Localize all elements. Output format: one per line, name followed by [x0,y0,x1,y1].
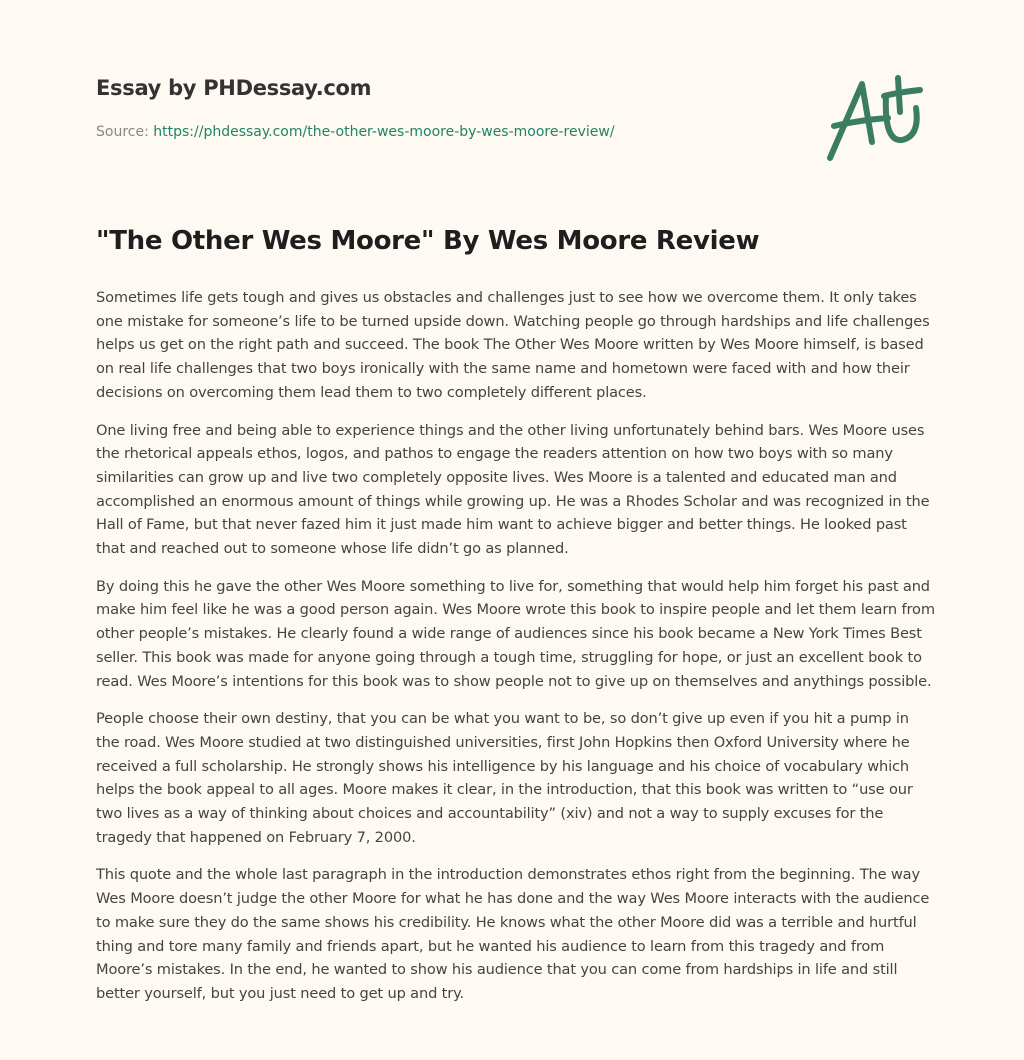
source-line [96,124,615,140]
paragraph: People choose their own destiny, that you can be what you want to be, so don’t give up even if you hit a pump in the road. Wes Moore studied at two distinguished universities, first John Hopkins then Oxford University where he received a full scholarship. He strongly shows his intelligence by his language and his choice of vocabulary which helps the book appeal to all ages. Moore makes it clear, in the introduction, that this book was written to “use our two lives as a way of thinking about choices and accountability” (xiv) and not a way to supply excuses for the tragedy that happened on February 7, 2000. [96,710,913,846]
a-plus-logo-icon [820,62,935,172]
source-label: Source: [96,124,149,140]
paragraph: This quote and the whole last paragraph in the introduction demonstrates ethos right from the beginning. The way Wes Moore doesn’t judge the other Moore for what he has done and the way Wes Moore interacts with the audience to make sure they do the same shows his credibility. He knows what the other Moore did was a terrible and hurtful thing and tore many family and friends apart, but he wanted his audience to learn from this tragedy and from Moore’s mistakes. In the end, he wanted to show his audience that you can come from hardships in life and still better yourself, but you just need to get up and try. [96,866,930,1002]
essay-title: "The Other Wes Moore" By Wes Moore Review [96,226,760,256]
paragraph: By doing this he gave the other Wes Moore something to live for, something that would help him forget his past and make him feel like he was a good person again. Wes Moore wrote this book to inspire people and let them learn from other people’s mistakes. He clearly found a wide range of audiences since his book became a New York Times Best seller. This book was made for anyone going through a tough time, struggling for hope, or just an excellent book to read. Wes Moore’s intentions for this book was to show people not to give up on themselves and anythings possible. [96,577,935,690]
paragraph: One living free and being able to experience things and the other living unfortunately behind bars. Wes Moore uses the rhetorical appeals ethos, logos, and pathos to engage the readers attention on how two boys with so many similarities can grow up and live two completely opposite lives. Wes Moore is a talented and educated man and accomplished an enormous amount of things while growing up. He was a Rhodes Scholar and was recognized in the Hall of Fame, but that never fazed him it just made him want to achieve bigger and better things. He looked past that and reached out to someone whose life didn’t go as planned. [96,421,930,558]
site-title: Essay by PHDessay.com [96,76,372,100]
paragraph: Sometimes life gets tough and gives us obstacles and challenges just to see how we overcome them. It only takes one mistake for someone’s life to be turned upside down. Watching people go through hardships and life challenges helps us get on the right path and succeed. The book The Other Wes Moore written by Wes Moore himself, is based on real life challenges that two boys ironically with the same name and hometown were faced with and how their decisions on overcoming them lead them to two completely different places. [96,289,930,401]
source-link[interactable]: https://phdessay.com/the-other-wes-moore-by-wes-moore-review/ [153,124,615,140]
essay-body [96,286,936,1020]
